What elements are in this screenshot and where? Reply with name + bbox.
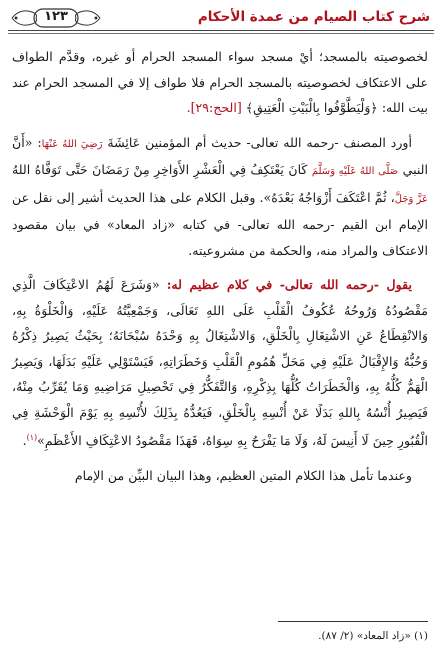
running-header-title: شرح كتاب الصيام من عمدة الأحكام [197, 9, 430, 25]
paragraph-1 [12, 44, 428, 121]
paragraph-2-text-c: كَانَ يَعْتَكِفُ فِي الْعَشْرِ الأَوَاخِرِ مِنْ رَمَضَانَ حَتَّى تَوَفَّاهُ اللهُ [12, 162, 312, 177]
honorific-azza: عَزَّ وَجَلَّ [394, 193, 428, 205]
page-number: ١٢٣ [44, 9, 68, 24]
quran-verse: ﴿وَلْيَطَّوَّفُوا بِالْبَيْتِ الْعَتِيقِ﴾ [245, 100, 378, 115]
paragraph-1-text: لخصوصيته بالمسجد؛ أيْ مسجد سواء المسجد الحرام أو غيره، وقدَّم الطواف على الاعتكاف لخصوصيته بالمسجد الحرام فلا طواف إلا في المسجد الحرام عند بيت الله: [12, 49, 428, 115]
header-rule-thin [8, 33, 434, 34]
honorific-salla: صَلَّى اللهُ عَلَيْهِ وَسَلَّمَ [311, 166, 399, 177]
quote-end: . [22, 433, 27, 449]
paragraph-3 [12, 272, 428, 454]
footnote-rule [278, 621, 428, 622]
paragraph-4: وعندما تأمل هذا الكلام المتين العظيم، وهذا البيان البيِّن من الإمام [74, 467, 412, 483]
honorific-raa: رَضِيَ اللهُ عَنْهَا [41, 138, 103, 150]
quote-lead: يقول -رحمه الله تعالى- في كلام عظيم له: [166, 277, 412, 292]
verse-reference: [الحج:٢٩]. [186, 100, 242, 115]
page-header [8, 6, 434, 36]
paragraph-2-text-d: ، ثُمَّ اعْتَكَفَ أَزْوَاجُهُ بَعْدَهُ». وقبل الكلام على هذا الحديث أشير إلى نقل عن الإمام ابن القيم -رحمه الله تعالى- في كتابه «زاد المعاد» في بيان مقصود الاعتكاف والمراد منه، والحكمة من مشروعيته. [12, 189, 428, 258]
paragraph-2-text-a: أورد المصنف -رحمه الله تعالى- حديث أم المؤمنين عَائِشَةَ [102, 134, 413, 150]
paragraph-2 [12, 130, 428, 264]
ibn-qayyim-quote: «وَشَرَعَ لَهُمُ الاعْتِكَافَ الَّذِي مَقْصُودُهُ وَرُوحُهُ عُكُوفُ الْقَلْبِ عَلَى اللهِ تَعَالَى، وَجَمْعِيَّتُهُ عَلَيْهِ، وَالْخَلْوَةُ بِهِ، وَالانْقِطَاعُ عَنِ الاشْتِغَالِ بِالْخَلْقِ، وَالاشْتِغَالُ بِهِ وَحْدَهُ سُبْحَانَهُ؛ بِحَيْثُ يَصِيرُ ذِكْرُهُ وَحُبُّهُ وَالإِقْبَالُ عَلَيْهِ فِي مَحَلِّ هُمُومِ الْقَلْبِ وَخَطَرَاتِهِ، فَيَسْتَوْلِي عَلَيْهِ بَدَلَهَا، وَيَصِيرُ الْهَمُّ كُلُّهُ بِهِ، وَالْخَطَرَاتُ كُلُّهَا بِذِكْرِهِ، وَالتَّفَكُّرُ فِي تَحْصِيلِ مَرَاضِيهِ وَمَا يُقَرِّبُ مِنْهُ، فَيَصِيرُ أُنْسُهُ بِاللهِ بَدَلًا عَنْ أُنْسِهِ بِالْخَلْقِ، فَيَعُدُّهُ بِذَلِكَ لأُنْسِهِ بِهِ يَوْمَ الْوَحْشَةِ فِي الْقُبُورِ حِينَ لَا أَنِيسَ لَهُ، وَلَا مَا يَفْرَحُ بِهِ سِوَاهُ، فَهَذَا مَقْصُودُ الاعْتِكَافِ الأَعْظَمِ» [12, 277, 428, 449]
page-body [12, 44, 428, 497]
header-rule [8, 30, 434, 31]
footnote-marker[interactable]: (١) [26, 433, 38, 442]
footnote: (١) «زاد المعاد» (٢/ ٨٧). [318, 630, 428, 642]
paragraph-2-text-b: : «أَنَّ النبي [12, 134, 429, 177]
